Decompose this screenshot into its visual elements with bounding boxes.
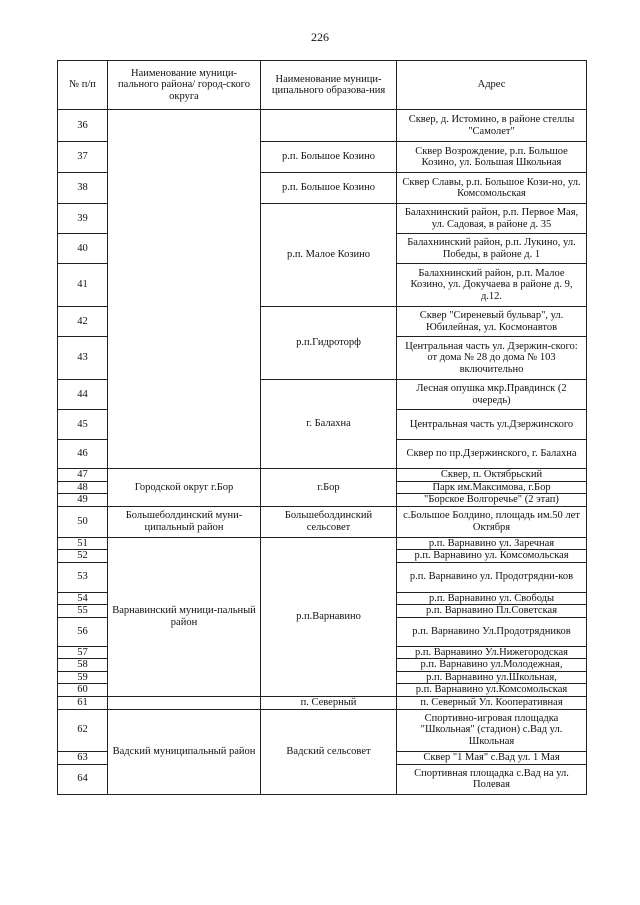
row-number: 62 bbox=[58, 709, 108, 751]
row-number: 38 bbox=[58, 173, 108, 204]
address-cell: Балахнинский район, р.п. Малое Козино, ул. Докучаева в районе д. 9, д.12. bbox=[397, 264, 587, 307]
address-cell: р.п. Варнавино ул. Заречная bbox=[397, 537, 587, 550]
municipality-cell: р.п. Большое Козино bbox=[261, 173, 397, 204]
municipality-cell: Большеболдинский сельсовет bbox=[261, 506, 397, 537]
row-number: 50 bbox=[58, 506, 108, 537]
address-cell: Сквер, д. Истомино, в районе стеллы "Самолет" bbox=[397, 110, 587, 142]
row-number: 48 bbox=[58, 481, 108, 494]
address-cell: р.п. Варнавино ул.Школьная, bbox=[397, 671, 587, 684]
address-cell: р.п. Варнавино Ул.Нижегородская bbox=[397, 646, 587, 659]
row-number: 55 bbox=[58, 605, 108, 618]
municipality-cell-empty bbox=[261, 110, 397, 142]
row-number: 57 bbox=[58, 646, 108, 659]
row-number: 51 bbox=[58, 537, 108, 550]
address-cell: Сквер, п. Октябрьский bbox=[397, 469, 587, 482]
municipality-cell: р.п.Гидроторф bbox=[261, 307, 397, 380]
header-municipality: Наименование муници-ципального образова-ния bbox=[261, 61, 397, 110]
address-cell: Сквер Возрождение, р.п. Большое Козино, ул. Большая Школьная bbox=[397, 142, 587, 173]
row-number: 43 bbox=[58, 337, 108, 380]
address-cell: "Борское Волгоречье" (2 этап) bbox=[397, 494, 587, 507]
table-row bbox=[58, 537, 587, 550]
municipality-cell: р.п. Малое Козино bbox=[261, 204, 397, 307]
row-number: 47 bbox=[58, 469, 108, 482]
row-number: 45 bbox=[58, 410, 108, 440]
address-cell: Парк им.Максимова, г.Бор bbox=[397, 481, 587, 494]
district-cell-empty bbox=[108, 110, 261, 469]
row-number: 59 bbox=[58, 671, 108, 684]
row-number: 56 bbox=[58, 617, 108, 646]
header-num: № п/п bbox=[58, 61, 108, 110]
objects-table bbox=[57, 60, 587, 795]
header-district: Наименование муници-пального района/ город-ского округа bbox=[108, 61, 261, 110]
table-row bbox=[58, 696, 587, 709]
row-number: 39 bbox=[58, 204, 108, 234]
header-address: Адрес bbox=[397, 61, 587, 110]
row-number: 36 bbox=[58, 110, 108, 142]
address-cell: р.п. Варнавино Ул.Продотрядников bbox=[397, 617, 587, 646]
table-row bbox=[58, 469, 587, 482]
district-cell-empty bbox=[108, 696, 261, 709]
table-row bbox=[58, 709, 587, 751]
row-number: 64 bbox=[58, 764, 108, 794]
table-header-row bbox=[58, 61, 587, 110]
address-cell: Спортивная площадка с.Вад на ул. Полевая bbox=[397, 764, 587, 794]
address-cell: р.п. Варнавино ул. Продотрядни-ков bbox=[397, 562, 587, 592]
row-number: 58 bbox=[58, 659, 108, 672]
table-row bbox=[58, 110, 587, 142]
district-cell: Большеболдинский муни-ципальный район bbox=[108, 506, 261, 537]
address-cell: Балахнинский район, р.п. Первое Мая, ул. Садовая, в районе д. 35 bbox=[397, 204, 587, 234]
address-cell: р.п. Варнавино Пл.Советская bbox=[397, 605, 587, 618]
municipality-cell: р.п. Большое Козино bbox=[261, 142, 397, 173]
address-cell: Балахнинский район, р.п. Лукино, ул. Победы, в районе д. 1 bbox=[397, 234, 587, 264]
address-cell: Сквер "Сиреневый бульвар", ул. Юбилейная, ул. Космонавтов bbox=[397, 307, 587, 337]
address-cell: Сквер Славы, р.п. Большое Кози-но, ул. Комсомольская bbox=[397, 173, 587, 204]
municipality-cell: г.Бор bbox=[261, 469, 397, 507]
municipality-cell: Вадский сельсовет bbox=[261, 709, 397, 794]
address-cell: п. Северный Ул. Кооперативная bbox=[397, 696, 587, 709]
row-number: 61 bbox=[58, 696, 108, 709]
row-number: 41 bbox=[58, 264, 108, 307]
row-number: 44 bbox=[58, 380, 108, 410]
row-number: 63 bbox=[58, 751, 108, 764]
address-cell: Лесная опушка мкр.Правдинск (2 очередь) bbox=[397, 380, 587, 410]
address-cell: Сквер по пр.Дзержинского, г. Балахна bbox=[397, 440, 587, 469]
address-cell: Центральная часть ул.Дзержинского bbox=[397, 410, 587, 440]
row-number: 46 bbox=[58, 440, 108, 469]
address-cell: Спортивно-игровая площадка "Школьная" (стадион) с.Вад ул. Школьная bbox=[397, 709, 587, 751]
district-cell: Вадский муниципальный район bbox=[108, 709, 261, 794]
municipality-cell: п. Северный bbox=[261, 696, 397, 709]
municipality-cell: г. Балахна bbox=[261, 380, 397, 469]
address-cell: р.п. Варнавино ул. Комсомольская bbox=[397, 550, 587, 563]
page-number: 226 bbox=[311, 30, 329, 44]
row-number: 42 bbox=[58, 307, 108, 337]
row-number: 40 bbox=[58, 234, 108, 264]
row-number: 52 bbox=[58, 550, 108, 563]
address-cell: р.п. Варнавино ул.Молодежная, bbox=[397, 659, 587, 672]
municipality-cell: р.п.Варнавино bbox=[261, 537, 397, 696]
address-cell: р.п. Варнавино ул. Свободы bbox=[397, 592, 587, 605]
row-number: 54 bbox=[58, 592, 108, 605]
table-row bbox=[58, 506, 587, 537]
address-cell: Центральная часть ул. Дзержин-ского: от дома № 28 до дома № 103 включительно bbox=[397, 337, 587, 380]
address-cell: Сквер "1 Мая" с.Вад ул. 1 Мая bbox=[397, 751, 587, 764]
address-cell: с.Большое Болдино, площадь им.50 лет Октября bbox=[397, 506, 587, 537]
district-cell: Городской округ г.Бор bbox=[108, 469, 261, 507]
address-cell: р.п. Варнавино ул.Комсомольская bbox=[397, 684, 587, 697]
row-number: 53 bbox=[58, 562, 108, 592]
row-number: 49 bbox=[58, 494, 108, 507]
district-cell: Варнавинский муници-пальный район bbox=[108, 537, 261, 696]
row-number: 37 bbox=[58, 142, 108, 173]
row-number: 60 bbox=[58, 684, 108, 697]
